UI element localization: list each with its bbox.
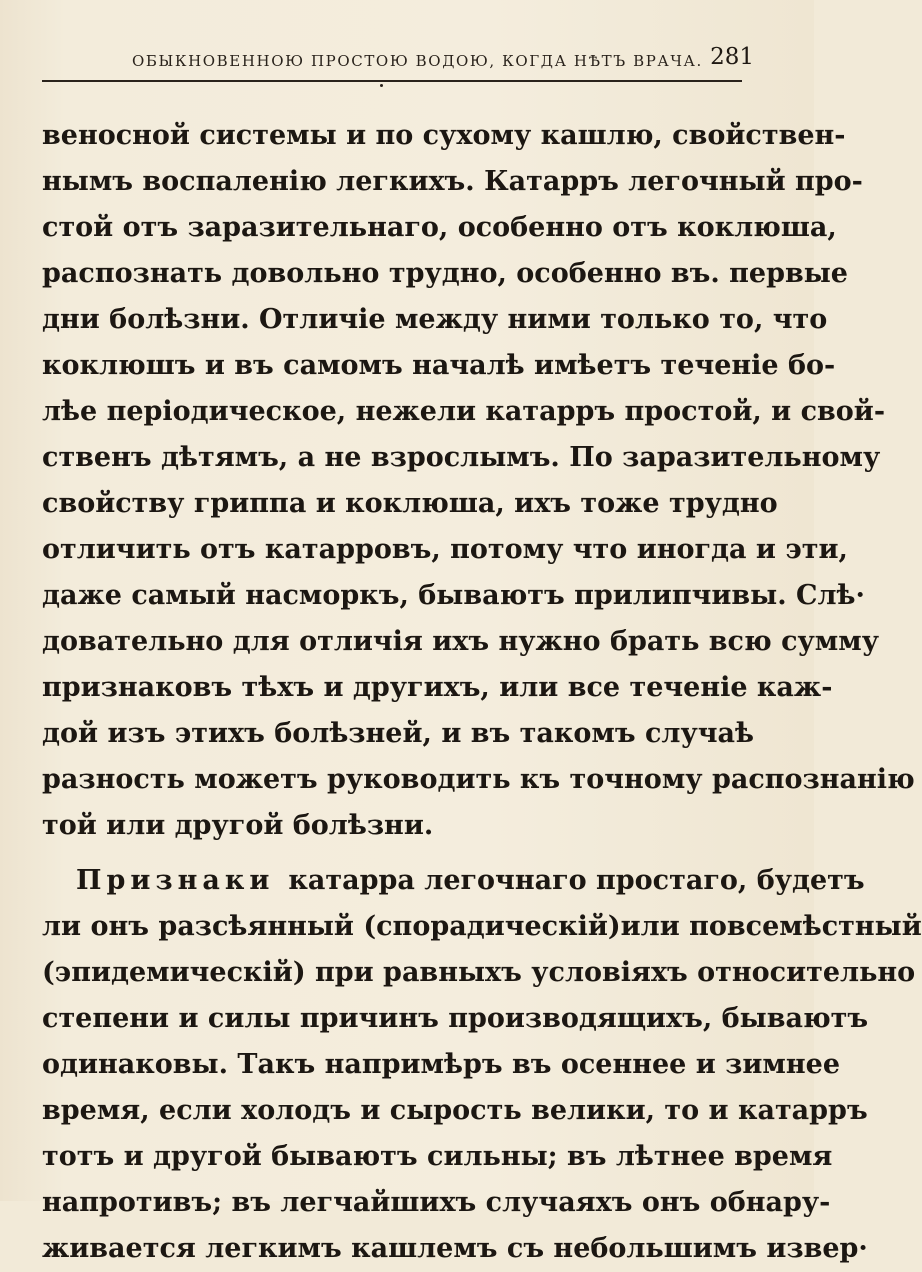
first-line-rest: катарра легочнаго простаго, будетъ <box>288 865 865 896</box>
text-line-first <box>42 858 865 904</box>
spaced-lead-word: Признаки <box>76 865 275 896</box>
text-line: время, если холодъ и сырость велики, то и катарръ <box>42 1095 868 1126</box>
paragraph-2 <box>42 858 922 1272</box>
text-line: веносной системы и по сухому кашлю, свойствен- <box>42 120 846 151</box>
text-line: степени и силы причинъ производящихъ, бываютъ <box>42 1003 869 1034</box>
text-line: (эпидемическій) при равныхъ условіяхъ относительно <box>42 957 916 988</box>
text-line: той или другой болѣзни. <box>42 810 434 841</box>
text-line: ли онъ разсѣянный (спорадическій)или повсемѣстный <box>42 911 922 942</box>
paragraph-1 <box>42 113 915 849</box>
running-head <box>40 44 754 74</box>
text-line: свойству гриппа и коклюша, ихъ тоже трудно <box>42 488 778 519</box>
text-line: коклюшъ и въ самомъ началѣ имѣетъ теченіе бо- <box>42 350 836 381</box>
page-number: 281 <box>710 44 754 70</box>
header-rule-dot <box>380 84 383 87</box>
text-line: даже самый насморкъ, бываютъ прилипчивы. Слѣ· <box>42 580 865 611</box>
text-line: разность можетъ руководить къ точному распознанію <box>42 764 915 795</box>
text-line: отличить отъ катарровъ, потому что иногда и эти, <box>42 534 848 565</box>
text-line: одинаковы. Такъ напримѣръ въ осеннее и зимнее <box>42 1049 841 1080</box>
text-line: распознать довольно трудно, особенно въ. первые <box>42 258 848 289</box>
text-line: напротивъ; въ легчайшихъ случаяхъ онъ обнару- <box>42 1187 831 1218</box>
body-text <box>42 113 922 1272</box>
text-line: живается легкимъ кашлемъ съ небольшимъ извер· <box>42 1233 868 1264</box>
text-line: признаковъ тѣхъ и другихъ, или все теченіе каж- <box>42 672 833 703</box>
text-line: ственъ дѣтямъ, а не взрослымъ. По заразительному <box>42 442 881 473</box>
text-line: довательно для отличія ихъ нужно брать всю сумму <box>42 626 879 657</box>
text-line: дой изъ этихъ болѣзней, и въ такомъ случаѣ <box>42 718 754 749</box>
running-title: ОБЫКНОВЕННОЮ ПРОСТОЮ ВОДОЮ, КОГДА НѢТЪ ВРАЧА. <box>132 52 703 70</box>
header-rule <box>42 80 742 82</box>
text-line: тотъ и другой бываютъ сильны; въ лѣтнее время <box>42 1141 833 1172</box>
text-line: дни болѣзни. Отличіе между ними только то, что <box>42 304 828 335</box>
text-line: лѣе періодическое, нежели катарръ простой, и свой- <box>42 396 886 427</box>
text-line: нымъ воспаленію легкихъ. Катарръ легочный про- <box>42 166 863 197</box>
text-line: стой отъ заразительнаго, особенно отъ коклюша, <box>42 212 837 243</box>
